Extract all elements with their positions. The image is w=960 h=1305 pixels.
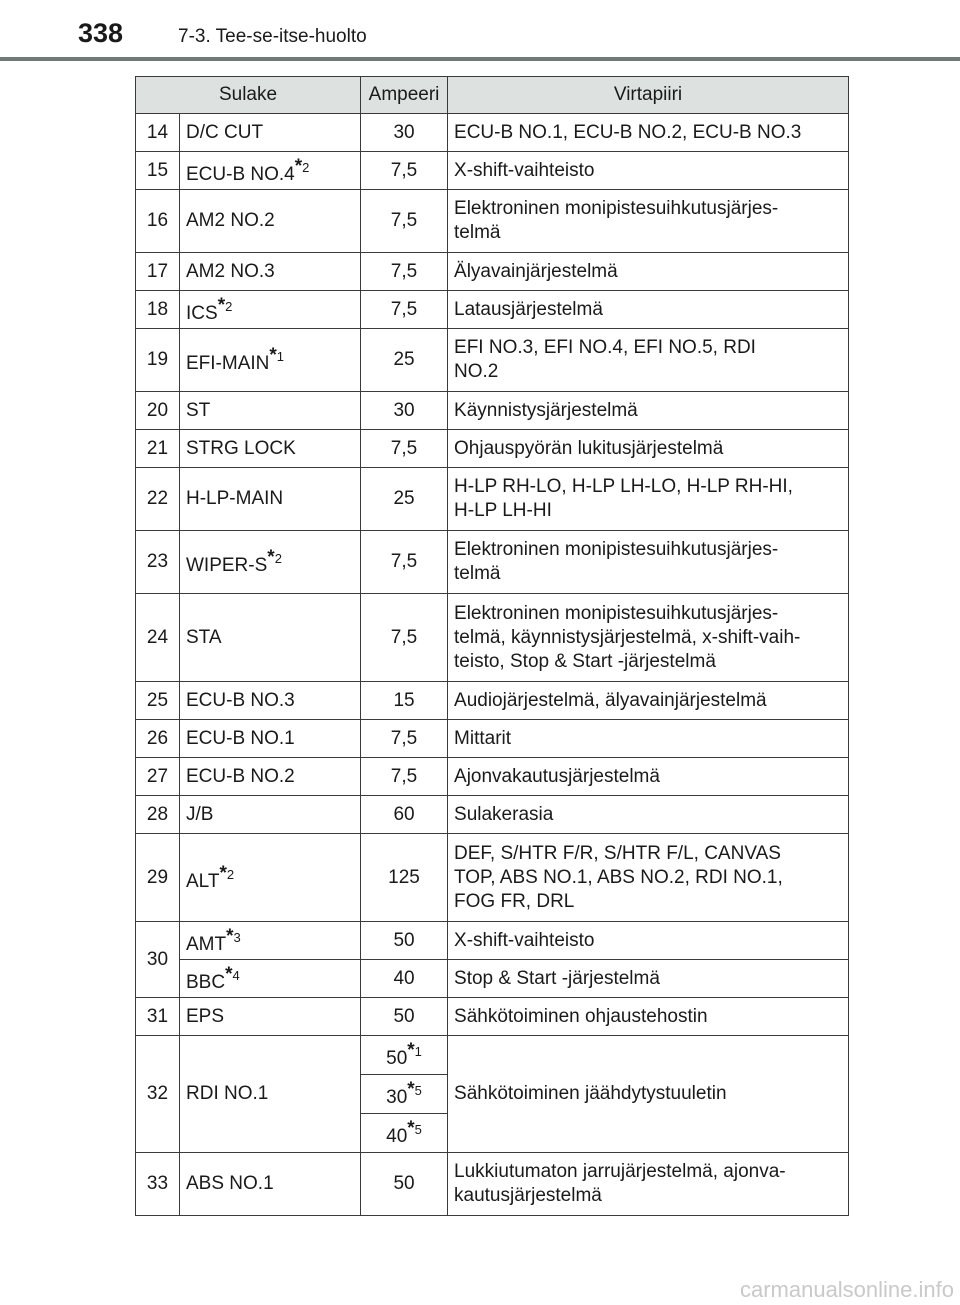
cell-text: Lukkiutumaton jarrujärjestelmä, ajonva- kautusjärjestelmä xyxy=(454,1161,786,1206)
table-row xyxy=(136,114,849,152)
cell-text: 50 xyxy=(393,929,415,951)
cell-text: 26 xyxy=(146,727,169,749)
cell-text: ECU-B NO.3 xyxy=(186,689,295,711)
cell-text: STA xyxy=(186,626,222,648)
fuse-name xyxy=(180,114,361,152)
circuit xyxy=(448,998,849,1036)
table-row xyxy=(136,834,849,922)
cell-text: 30 xyxy=(386,1087,408,1108)
fuse-number xyxy=(136,758,180,796)
footnote-marker: *4 xyxy=(225,963,240,985)
cell-text: Sähkötoiminen ohjaustehostin xyxy=(454,1005,708,1027)
fuse-number xyxy=(136,834,180,922)
amperage xyxy=(361,922,448,960)
amperage xyxy=(361,531,448,594)
circuit xyxy=(448,114,849,152)
cell-text: 27 xyxy=(146,765,169,787)
cell-text: 22 xyxy=(146,488,169,509)
footnote-marker: *3 xyxy=(226,925,241,947)
cell-text: X-shift-vaihteisto xyxy=(454,929,595,951)
cell-text: 15 xyxy=(146,159,169,181)
amperage xyxy=(361,796,448,834)
cell-text: Käynnistysjärjestelmä xyxy=(454,399,638,421)
fuse-number xyxy=(136,796,180,834)
header-rule xyxy=(0,57,960,61)
cell-text: DEF, S/HTR F/R, S/HTR F/L, CANVAS TOP, ABS NO.1, ABS NO.2, RDI NO.1, FOG FR, DRL xyxy=(454,842,783,912)
cell-text: Mittarit xyxy=(454,727,512,749)
cell-text: 7,5 xyxy=(390,260,418,282)
table-row xyxy=(136,922,849,960)
table-row xyxy=(136,998,849,1036)
cell-text: 50 xyxy=(386,1048,408,1069)
cell-text: Ohjauspyörän lukitusjärjestelmä xyxy=(454,437,724,459)
section-title: 7-3. Tee-se-itse-huolto xyxy=(178,26,367,47)
circuit xyxy=(448,291,849,329)
fuse-name xyxy=(180,392,361,430)
cell-text: Elektroninen monipistesuihkutusjärjes- telmä, käynnistysjärjestelmä, x-shift-vaih- teisto, Stop & Start -järjestelmä xyxy=(454,602,801,672)
fuse-number xyxy=(136,291,180,329)
circuit xyxy=(448,1036,849,1153)
amperage xyxy=(361,1075,448,1114)
circuit xyxy=(448,392,849,430)
circuit xyxy=(448,682,849,720)
cell-text: 7,5 xyxy=(390,727,418,749)
footnote-marker: *2 xyxy=(219,862,235,884)
fuse-number xyxy=(136,682,180,720)
fuse-number xyxy=(136,720,180,758)
amperage xyxy=(361,1036,448,1075)
cell-text: EPS xyxy=(186,1005,225,1027)
amperage xyxy=(361,114,448,152)
cell-text: Stop & Start -järjestelmä xyxy=(454,967,660,989)
circuit xyxy=(448,468,849,531)
cell-text: J/B xyxy=(186,803,214,825)
cell-text: Audiojärjestelmä, älyavainjärjestelmä xyxy=(454,689,767,711)
circuit xyxy=(448,960,849,998)
fuse-name xyxy=(180,430,361,468)
amperage xyxy=(361,329,448,392)
circuit xyxy=(448,720,849,758)
circuit xyxy=(448,834,849,922)
cell-text: 40 xyxy=(386,1126,408,1147)
cell-text: 19 xyxy=(146,349,169,370)
footnote-marker: *1 xyxy=(407,1040,422,1061)
table-row xyxy=(136,758,849,796)
amperage xyxy=(361,594,448,682)
fuse-name xyxy=(180,998,361,1036)
cell-text: 16 xyxy=(146,210,169,231)
header-circuit: Virtapiiri xyxy=(448,77,849,114)
cell-text: 17 xyxy=(146,260,169,282)
cell-text: 15 xyxy=(393,689,415,711)
fuse-number xyxy=(136,392,180,430)
fuse-name xyxy=(180,253,361,291)
fuse-number xyxy=(136,922,180,998)
fuse-name xyxy=(180,1153,361,1216)
cell-text: AMT xyxy=(186,933,227,955)
fuse-name xyxy=(180,531,361,594)
cell-text: Elektroninen monipistesuihkutusjärjes- telmä xyxy=(454,539,779,584)
amperage xyxy=(361,682,448,720)
cell-text: ST xyxy=(186,399,211,421)
amperage xyxy=(361,720,448,758)
fuse-number xyxy=(136,1036,180,1153)
cell-text: 25 xyxy=(393,349,415,370)
fuse-name xyxy=(180,922,361,960)
footnote-marker: *1 xyxy=(269,345,285,366)
cell-text: 7,5 xyxy=(390,626,418,648)
table-row xyxy=(136,720,849,758)
fuse-name xyxy=(180,758,361,796)
cell-text: Latausjärjestelmä xyxy=(454,298,603,320)
cell-text: 14 xyxy=(146,121,169,143)
cell-text: ECU-B NO.2 xyxy=(186,765,295,787)
cell-text: 24 xyxy=(146,626,169,648)
cell-text: 30 xyxy=(393,399,415,421)
table-row xyxy=(136,796,849,834)
cell-text: 30 xyxy=(146,948,169,970)
table-row xyxy=(136,329,849,392)
cell-text: Sulakerasia xyxy=(454,803,554,825)
cell-text: 31 xyxy=(146,1005,169,1027)
footnote-marker: *2 xyxy=(267,547,282,568)
fuse-name xyxy=(180,720,361,758)
amperage xyxy=(361,1114,448,1153)
cell-text: 25 xyxy=(146,689,169,711)
fuse-name xyxy=(180,960,361,998)
table-row xyxy=(136,392,849,430)
cell-text: STRG LOCK xyxy=(186,437,296,459)
header-fuse: Sulake xyxy=(136,77,361,114)
cell-text: 25 xyxy=(393,488,415,509)
fuse-number xyxy=(136,329,180,392)
fuse-name xyxy=(180,594,361,682)
cell-text: 7,5 xyxy=(390,210,418,231)
cell-text: EFI-MAIN xyxy=(186,353,270,374)
fuse-number xyxy=(136,430,180,468)
cell-text: Elektroninen monipistesuihkutusjärjes- telmä xyxy=(454,198,779,243)
amperage xyxy=(361,998,448,1036)
table-row xyxy=(136,152,849,190)
table-row xyxy=(136,430,849,468)
cell-text: 30 xyxy=(393,121,415,143)
fuse-number xyxy=(136,114,180,152)
fuse-number xyxy=(136,998,180,1036)
cell-text: ECU-B NO.1 xyxy=(186,727,295,749)
fuse-name xyxy=(180,468,361,531)
fuse-number xyxy=(136,190,180,253)
circuit xyxy=(448,1153,849,1216)
amperage xyxy=(361,430,448,468)
cell-text: AM2 NO.3 xyxy=(186,260,275,282)
cell-text: ICS xyxy=(186,302,218,324)
fuse-name xyxy=(180,796,361,834)
fuse-name xyxy=(180,834,361,922)
table-row xyxy=(136,682,849,720)
cell-text: 7,5 xyxy=(390,298,418,320)
table-row xyxy=(136,190,849,253)
cell-text: ECU-B NO.4 xyxy=(186,163,295,185)
amperage xyxy=(361,392,448,430)
amperage xyxy=(361,834,448,922)
footnote-marker: *2 xyxy=(217,294,233,316)
table-row xyxy=(136,1036,849,1075)
cell-text: 7,5 xyxy=(390,765,418,787)
fuse-number xyxy=(136,152,180,190)
table-row xyxy=(136,468,849,531)
cell-text: 7,5 xyxy=(390,159,418,181)
cell-text: 29 xyxy=(146,866,169,888)
amperage xyxy=(361,468,448,531)
circuit xyxy=(448,329,849,392)
fuse-name xyxy=(180,682,361,720)
footnote-marker: *5 xyxy=(407,1079,422,1100)
footnote-marker: *5 xyxy=(407,1118,422,1139)
cell-text: 32 xyxy=(146,1083,169,1104)
cell-text: 21 xyxy=(146,437,169,459)
amperage xyxy=(361,291,448,329)
circuit xyxy=(448,594,849,682)
circuit xyxy=(448,796,849,834)
cell-text: 33 xyxy=(146,1173,169,1194)
cell-text: 40 xyxy=(393,967,415,989)
circuit xyxy=(448,152,849,190)
table-row xyxy=(136,291,849,329)
amperage xyxy=(361,190,448,253)
cell-text: Älyavainjärjestelmä xyxy=(454,260,618,282)
cell-text: BBC xyxy=(186,971,226,993)
circuit xyxy=(448,430,849,468)
table-row xyxy=(136,1153,849,1216)
table-header-row xyxy=(136,77,849,114)
circuit xyxy=(448,190,849,253)
footnote-marker: *2 xyxy=(294,155,310,177)
table-row xyxy=(136,531,849,594)
fuse-name xyxy=(180,152,361,190)
cell-text: 23 xyxy=(146,551,169,572)
cell-text: 18 xyxy=(146,298,169,320)
cell-text: ABS NO.1 xyxy=(186,1173,274,1194)
fuse-name xyxy=(180,1036,361,1153)
cell-text: 28 xyxy=(146,803,169,825)
cell-text: ALT xyxy=(186,870,220,892)
table-row xyxy=(136,960,849,998)
fuse-number xyxy=(136,253,180,291)
fuse-number xyxy=(136,531,180,594)
page-number: 338 xyxy=(78,18,124,48)
circuit xyxy=(448,253,849,291)
cell-text: AM2 NO.2 xyxy=(186,210,275,231)
table-row xyxy=(136,253,849,291)
circuit xyxy=(448,922,849,960)
header-amp: Ampeeri xyxy=(361,77,448,114)
cell-text: 50 xyxy=(393,1005,415,1027)
fuse-table xyxy=(135,76,849,1216)
cell-text: X-shift-vaihteisto xyxy=(454,159,595,181)
cell-text: ECU-B NO.1, ECU-B NO.2, ECU-B NO.3 xyxy=(454,121,802,143)
cell-text: 7,5 xyxy=(390,437,418,459)
cell-text: 50 xyxy=(393,1173,415,1194)
fuse-name xyxy=(180,291,361,329)
circuit xyxy=(448,531,849,594)
cell-text: 20 xyxy=(146,399,169,421)
fuse-name xyxy=(180,329,361,392)
cell-text: RDI NO.1 xyxy=(186,1083,269,1104)
cell-text: H-LP-MAIN xyxy=(186,488,284,509)
amperage xyxy=(361,1153,448,1216)
fuse-number xyxy=(136,468,180,531)
cell-text: 125 xyxy=(388,866,420,888)
amperage xyxy=(361,152,448,190)
cell-text: EFI NO.3, EFI NO.4, EFI NO.5, RDI NO.2 xyxy=(454,337,756,382)
cell-text: Ajonvakautusjärjestelmä xyxy=(454,765,660,787)
fuse-number xyxy=(136,1153,180,1216)
cell-text: 60 xyxy=(393,803,415,825)
fuse-name xyxy=(180,190,361,253)
cell-text: WIPER-S xyxy=(186,555,268,576)
fuse-number xyxy=(136,594,180,682)
cell-text: 7,5 xyxy=(390,551,418,572)
cell-text: Sähkötoiminen jäähdytystuuletin xyxy=(454,1083,727,1104)
table-row xyxy=(136,594,849,682)
cell-text: D/C CUT xyxy=(186,121,264,143)
cell-text: H-LP RH-LO, H-LP LH-LO, H-LP RH-HI, H-LP LH-HI xyxy=(454,476,793,521)
amperage xyxy=(361,960,448,998)
watermark: carmanualsonline.info xyxy=(739,1277,954,1302)
amperage xyxy=(361,253,448,291)
circuit xyxy=(448,758,849,796)
amperage xyxy=(361,758,448,796)
